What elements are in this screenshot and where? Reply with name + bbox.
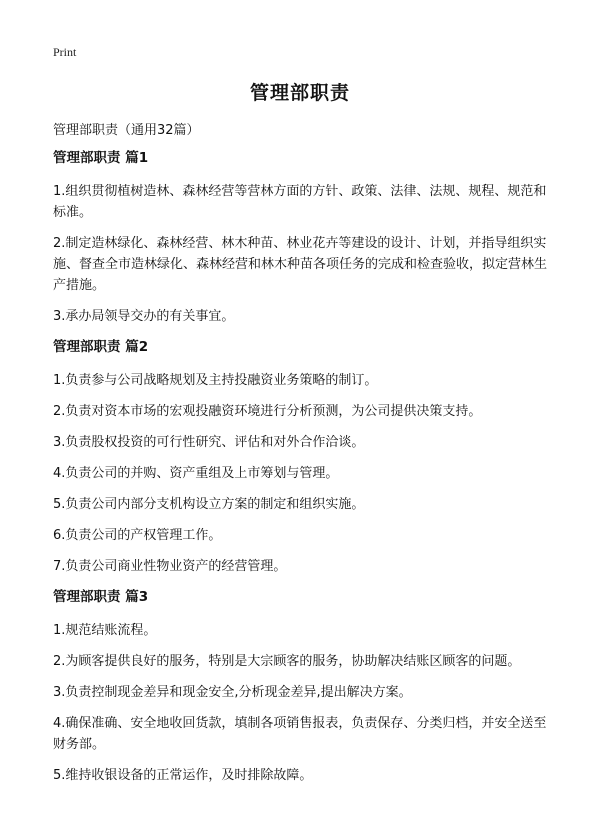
section-3 [53,587,548,786]
page-title: 管理部职责 [249,82,350,104]
list-item: 3.负责股权投资的可行性研究、评估和对外合作洽谈。 [53,435,365,450]
section-2 [53,337,548,577]
list-item: 3.负责控制现金差异和现金安全,分析现金差异,提出解决方案。 [53,685,412,700]
section-heading: 管理部职责 篇3 [53,589,149,605]
section-1 [53,148,548,327]
list-item: 6.负责公司的产权管理工作。 [53,528,222,543]
list-item: 3.承办局领导交办的有关事宜。 [53,309,235,324]
list-item: 2.制定造林绿化、森林经营、林木种苗、林业花卉等建设的设计、计划，并指导组织实施、督查全市造林绿化、森林经营和林木种苗各项任务的完成和检查验收，拟定营林生产措施。 [53,236,548,293]
section-heading: 管理部职责 篇1 [53,150,149,166]
list-item: 2.为顾客提供良好的服务，特别是大宗顾客的服务，协助解决结账区顾客的问题。 [53,654,521,669]
list-item: 2.负责对资本市场的宏观投融资环境进行分析预测，为公司提供决策支持。 [53,404,482,419]
list-item: 4.负责公司的并购、资产重组及上市筹划与管理。 [53,466,339,481]
document-subtitle: 管理部职责（通用32篇） [53,123,200,138]
document-content [53,148,548,796]
list-item: 5.负责公司内部分支机构设立方案的制定和组织实施。 [53,497,365,512]
list-item: 1.组织贯彻植树造林、森林经营等营林方面的方针、政策、法律、法规、规程、规范和标准。 [53,184,547,220]
print-link[interactable]: Print [53,45,77,59]
list-item: 5.维持收银设备的正常运作，及时排除故障。 [53,768,313,783]
list-item: 7.负责公司商业性物业资产的经营管理。 [53,559,287,574]
section-heading: 管理部职责 篇2 [53,339,149,355]
list-item: 1.负责参与公司战略规划及主持投融资业务策略的制订。 [53,373,378,388]
list-item: 4.确保准确、安全地收回货款，填制各项销售报表，负责保存、分类归档，并安全送至财务部。 [53,716,547,752]
list-item: 1.规范结账流程。 [53,623,157,638]
